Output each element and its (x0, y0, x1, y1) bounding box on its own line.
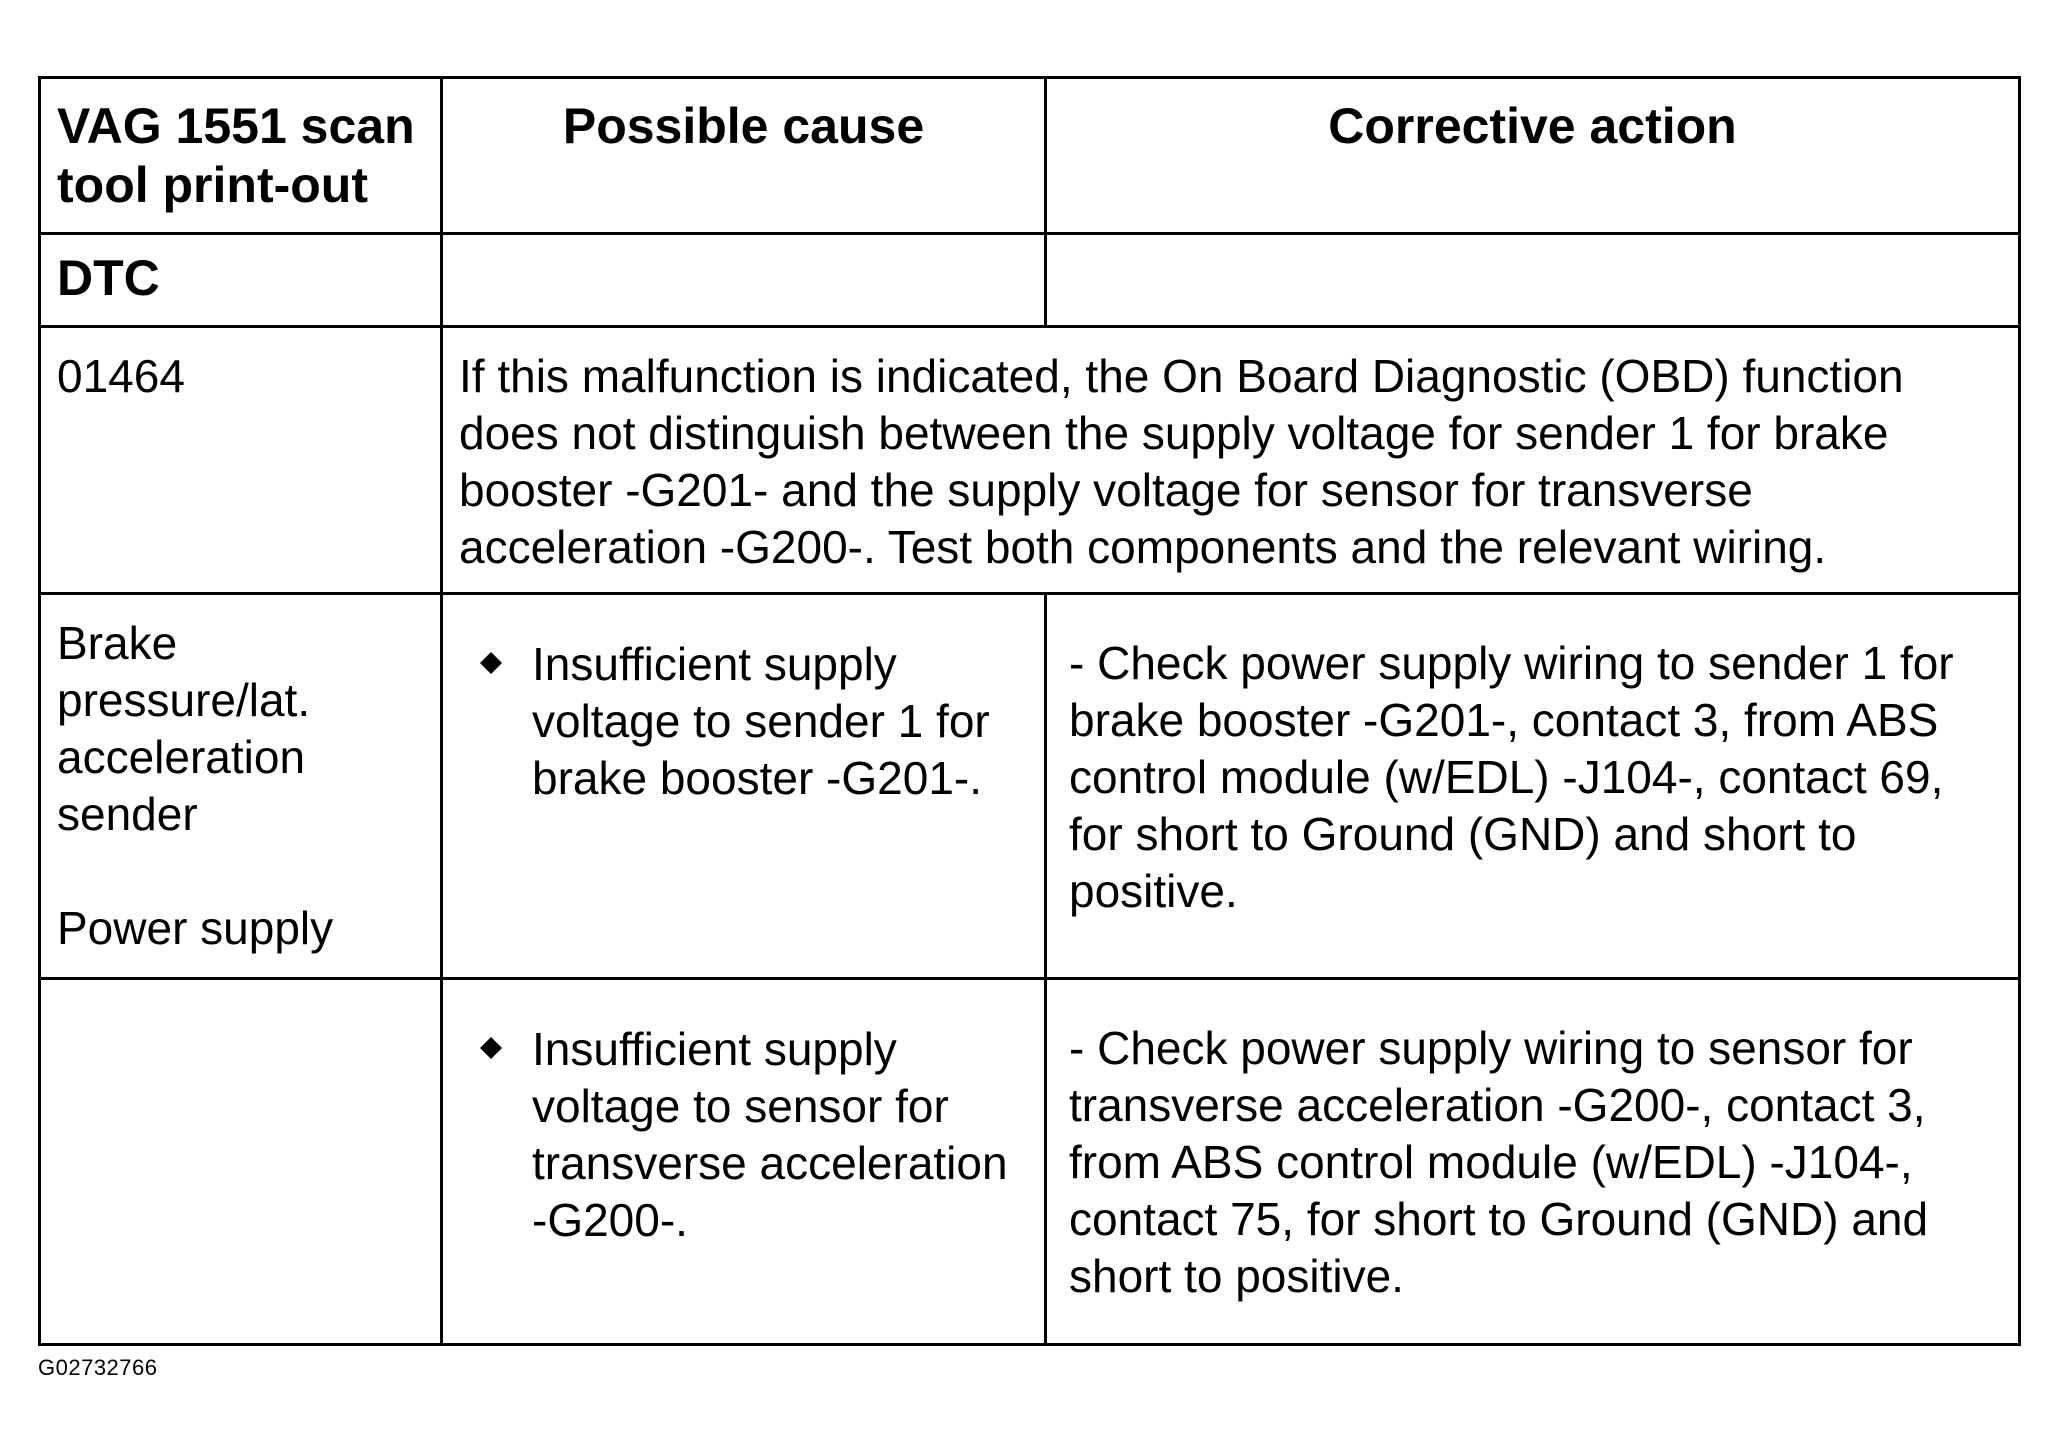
dtc-table-container (38, 76, 2018, 1346)
dtc-empty-cell-action (1046, 234, 2020, 327)
diamond-bullet-icon (480, 1037, 502, 1059)
cause-cell (442, 594, 1046, 979)
cause-bullet-item (444, 596, 1043, 827)
dtc-code: 01464 (40, 327, 442, 594)
dtc-empty-cell-cause (442, 234, 1046, 327)
dtc-table (38, 76, 2021, 1346)
dtc-code-row (40, 327, 2020, 594)
cause-cell (442, 979, 1046, 1345)
action-text: - Check power supply wiring to sensor for transverse acceleration -G200-, contact 3, from ABS control module (w/EDL) -J104-, contact 75, for short to Ground (GND) and short to positive. (1046, 979, 2020, 1345)
cause-text: Insufficient supply voltage to sensor for transverse acceleration -G200-. (532, 1023, 1008, 1246)
header-possible-cause: Possible cause (442, 78, 1046, 234)
cause-bullet-item (444, 981, 1043, 1269)
header-scan-tool-printout: VAG 1551 scan tool print-out (40, 78, 442, 234)
cause-text: Insufficient supply voltage to sender 1 for brake booster -G201-. (532, 638, 990, 804)
printout-text: Brake pressure/lat. acceleration sender (57, 617, 311, 840)
figure-id: G02732766 (38, 1355, 158, 1380)
printout-cell (40, 979, 442, 1345)
printout-subtext: Power supply (57, 902, 334, 954)
table-header-row (40, 78, 2020, 234)
diamond-bullet-icon (480, 652, 502, 674)
printout-cell (40, 594, 442, 979)
dtc-label: DTC (40, 234, 442, 327)
action-text: - Check power supply wiring to sender 1 for brake booster -G201-, contact 3, from ABS control module (w/EDL) -J104-, contact 69, for short to Ground (GND) and short to positive. (1046, 594, 2020, 979)
table-row (40, 979, 2020, 1345)
dtc-label-row (40, 234, 2020, 327)
dtc-code-note: If this malfunction is indicated, the On Board Diagnostic (OBD) function does not distinguish between the supply voltage for sender 1 for brake booster -G201- and the supply voltage for sensor for transverse acceleration -G200-. Test both components and the relevant wiring. (442, 327, 2020, 594)
header-corrective-action: Corrective action (1046, 78, 2020, 234)
table-row (40, 594, 2020, 979)
